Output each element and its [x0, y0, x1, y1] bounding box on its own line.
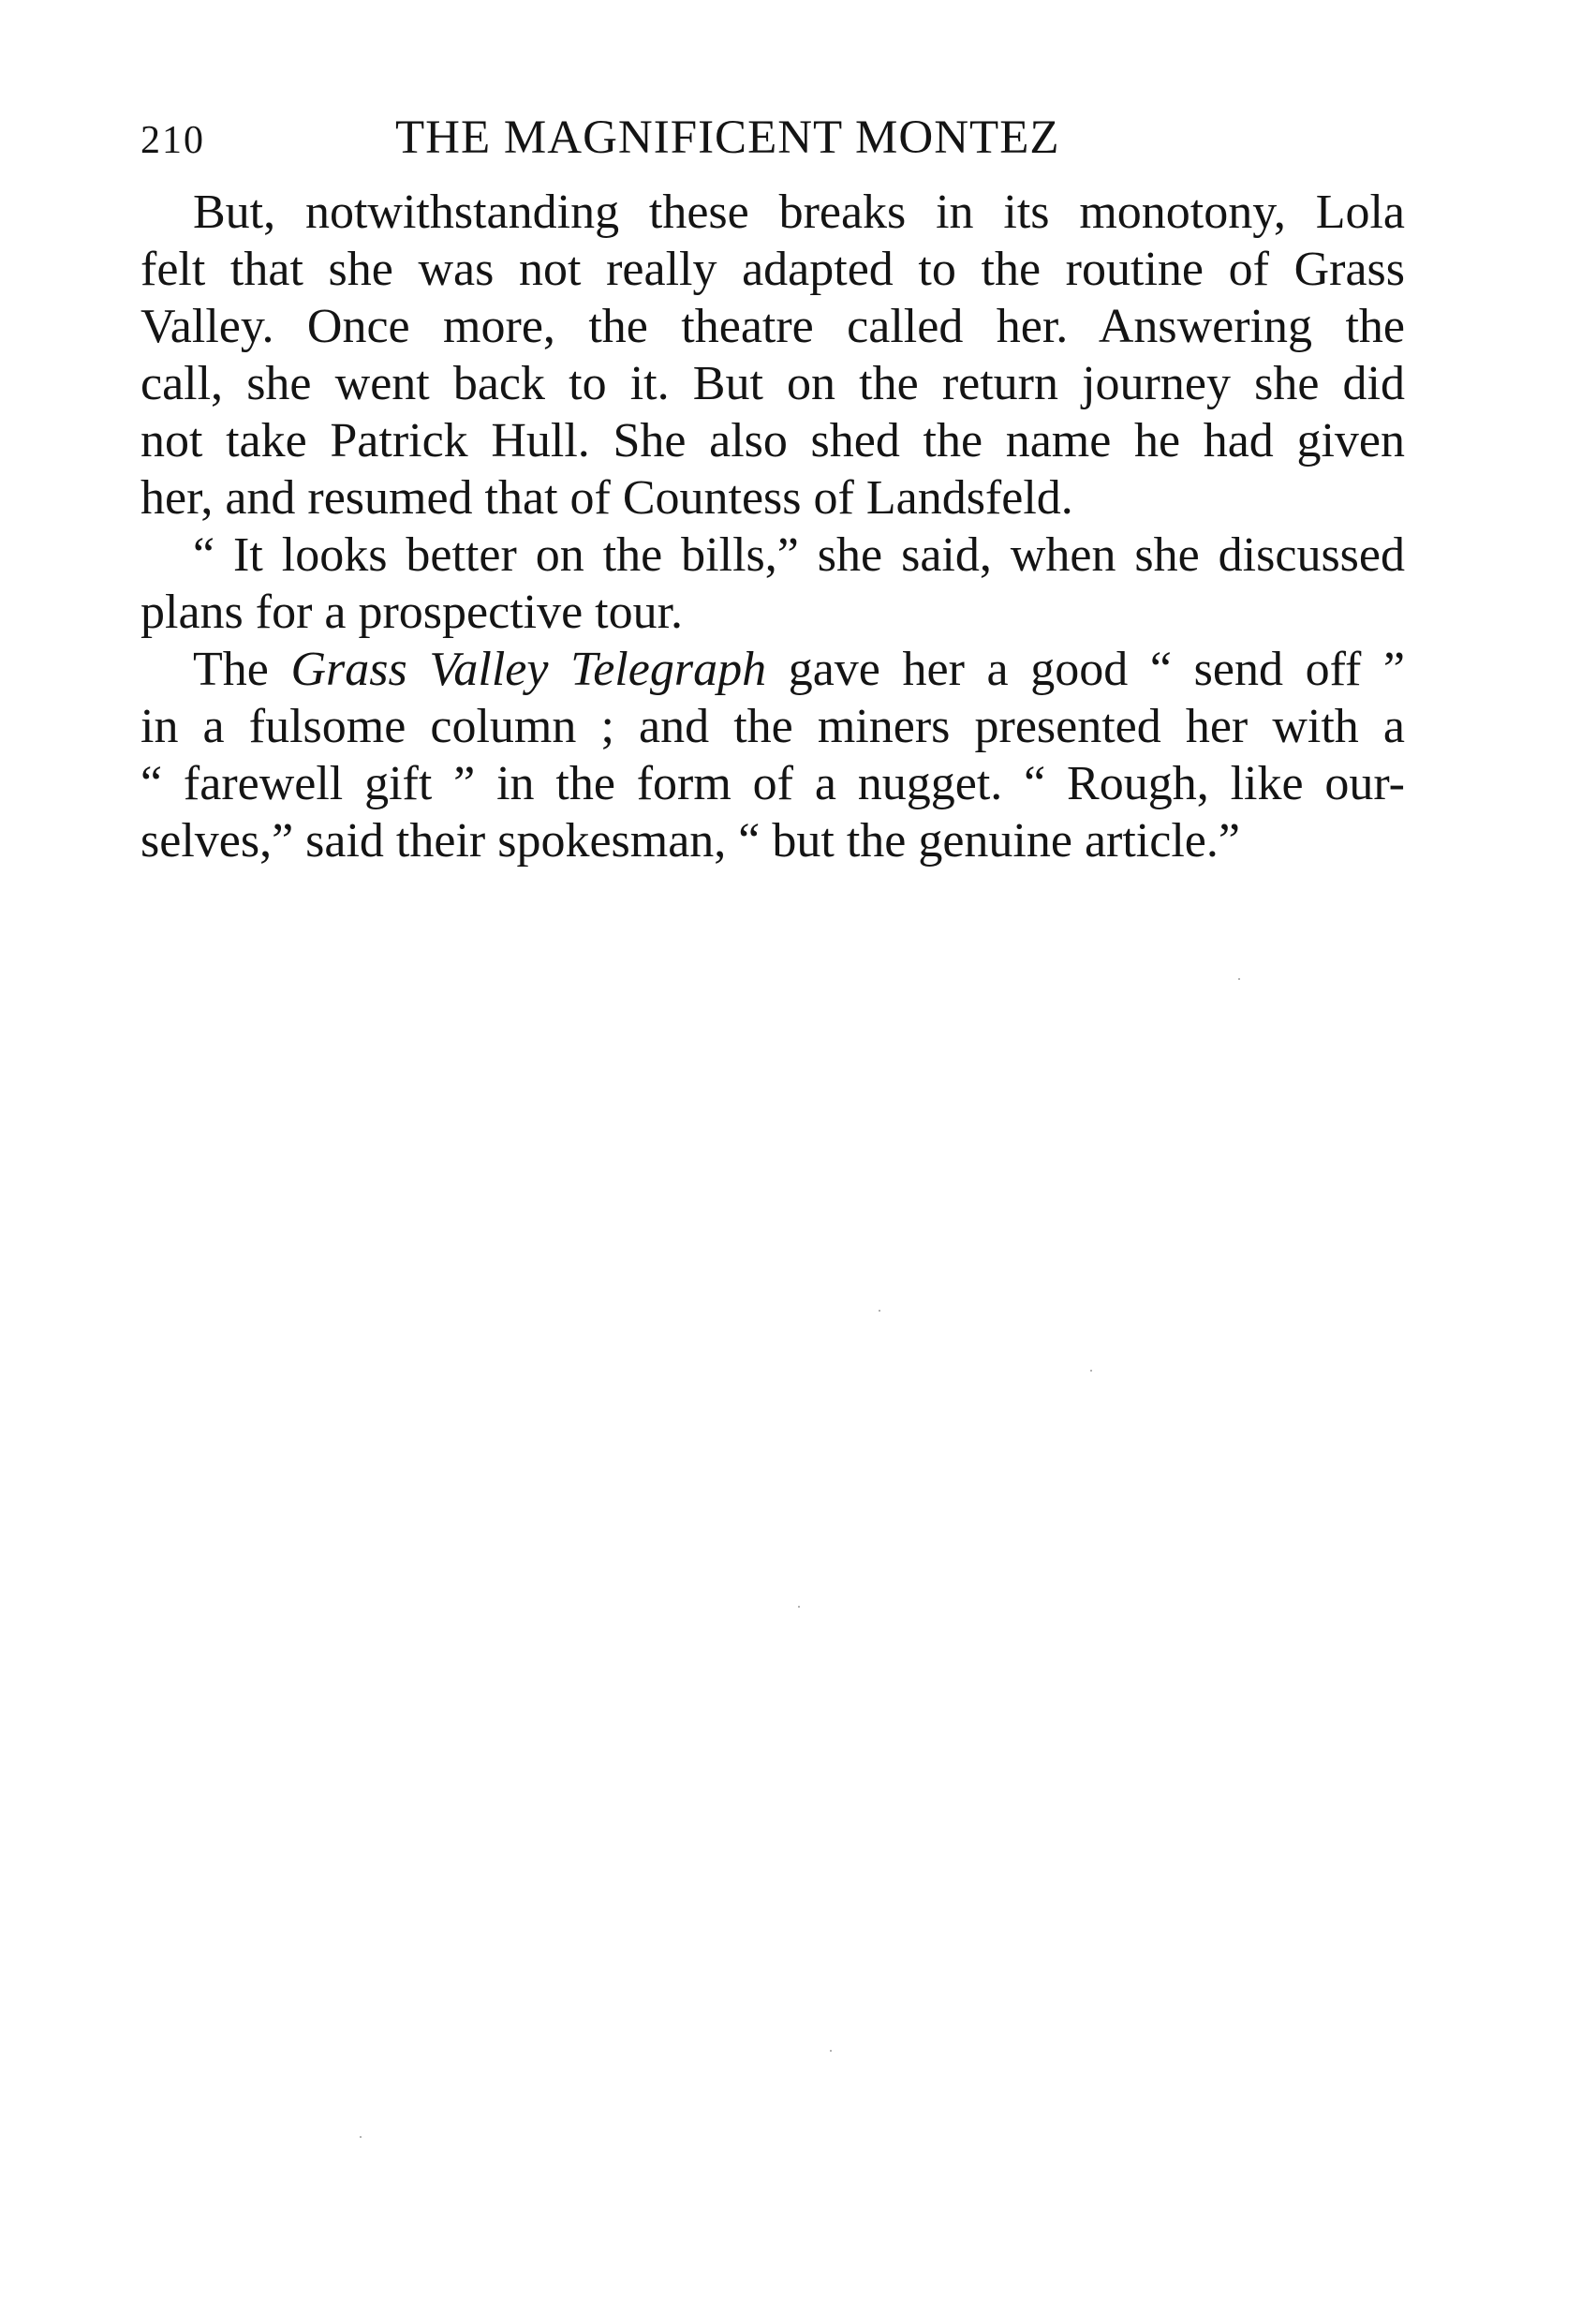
text-line: plans for a prospective tour.: [140, 586, 684, 639]
text-line: selves,” said their spokesman, “ but the genuine article.”: [140, 814, 1240, 868]
text-line-end: gave her a good “ send off ”: [766, 643, 1405, 696]
text-line: [140, 641, 1405, 698]
text-line: her, and resumed that of Countess of Landsfeld.: [140, 471, 1073, 525]
scan-speck: [830, 2050, 832, 2052]
text-line: “ It looks better on the bills,” she said, when she discussed: [193, 528, 1405, 582]
text-line-start: The: [193, 643, 291, 696]
body-text: [140, 184, 1405, 869]
running-title: THE MAGNIFICENT MONTEZ: [395, 111, 1060, 164]
newspaper-title: Grass Valley Telegraph: [290, 643, 767, 696]
page-number: 210: [140, 119, 205, 162]
text-line: in a fulsome column ; and the miners presented her with a: [140, 700, 1405, 753]
text-line: felt that she was not really adapted to the routine of Grass: [140, 243, 1405, 296]
text-line: not take Patrick Hull. She also shed the name he had given: [140, 414, 1405, 467]
text-line: Valley. Once more, the theatre called her. Answering the: [140, 300, 1405, 353]
text-line: call, she went back to it. But on the return journey she did: [140, 357, 1405, 410]
scan-speck: [798, 1606, 800, 1608]
scan-speck: [360, 2136, 362, 2138]
running-head: [140, 105, 1405, 171]
text-line: But, notwithstanding these breaks in its monotony, Lola: [193, 185, 1405, 239]
scan-speck: [1090, 1370, 1092, 1372]
scan-speck: [1238, 978, 1240, 980]
scan-speck: [879, 1310, 880, 1312]
text-line: “ farewell gift ” in the form of a nugget. “ Rough, like our-: [140, 757, 1405, 810]
